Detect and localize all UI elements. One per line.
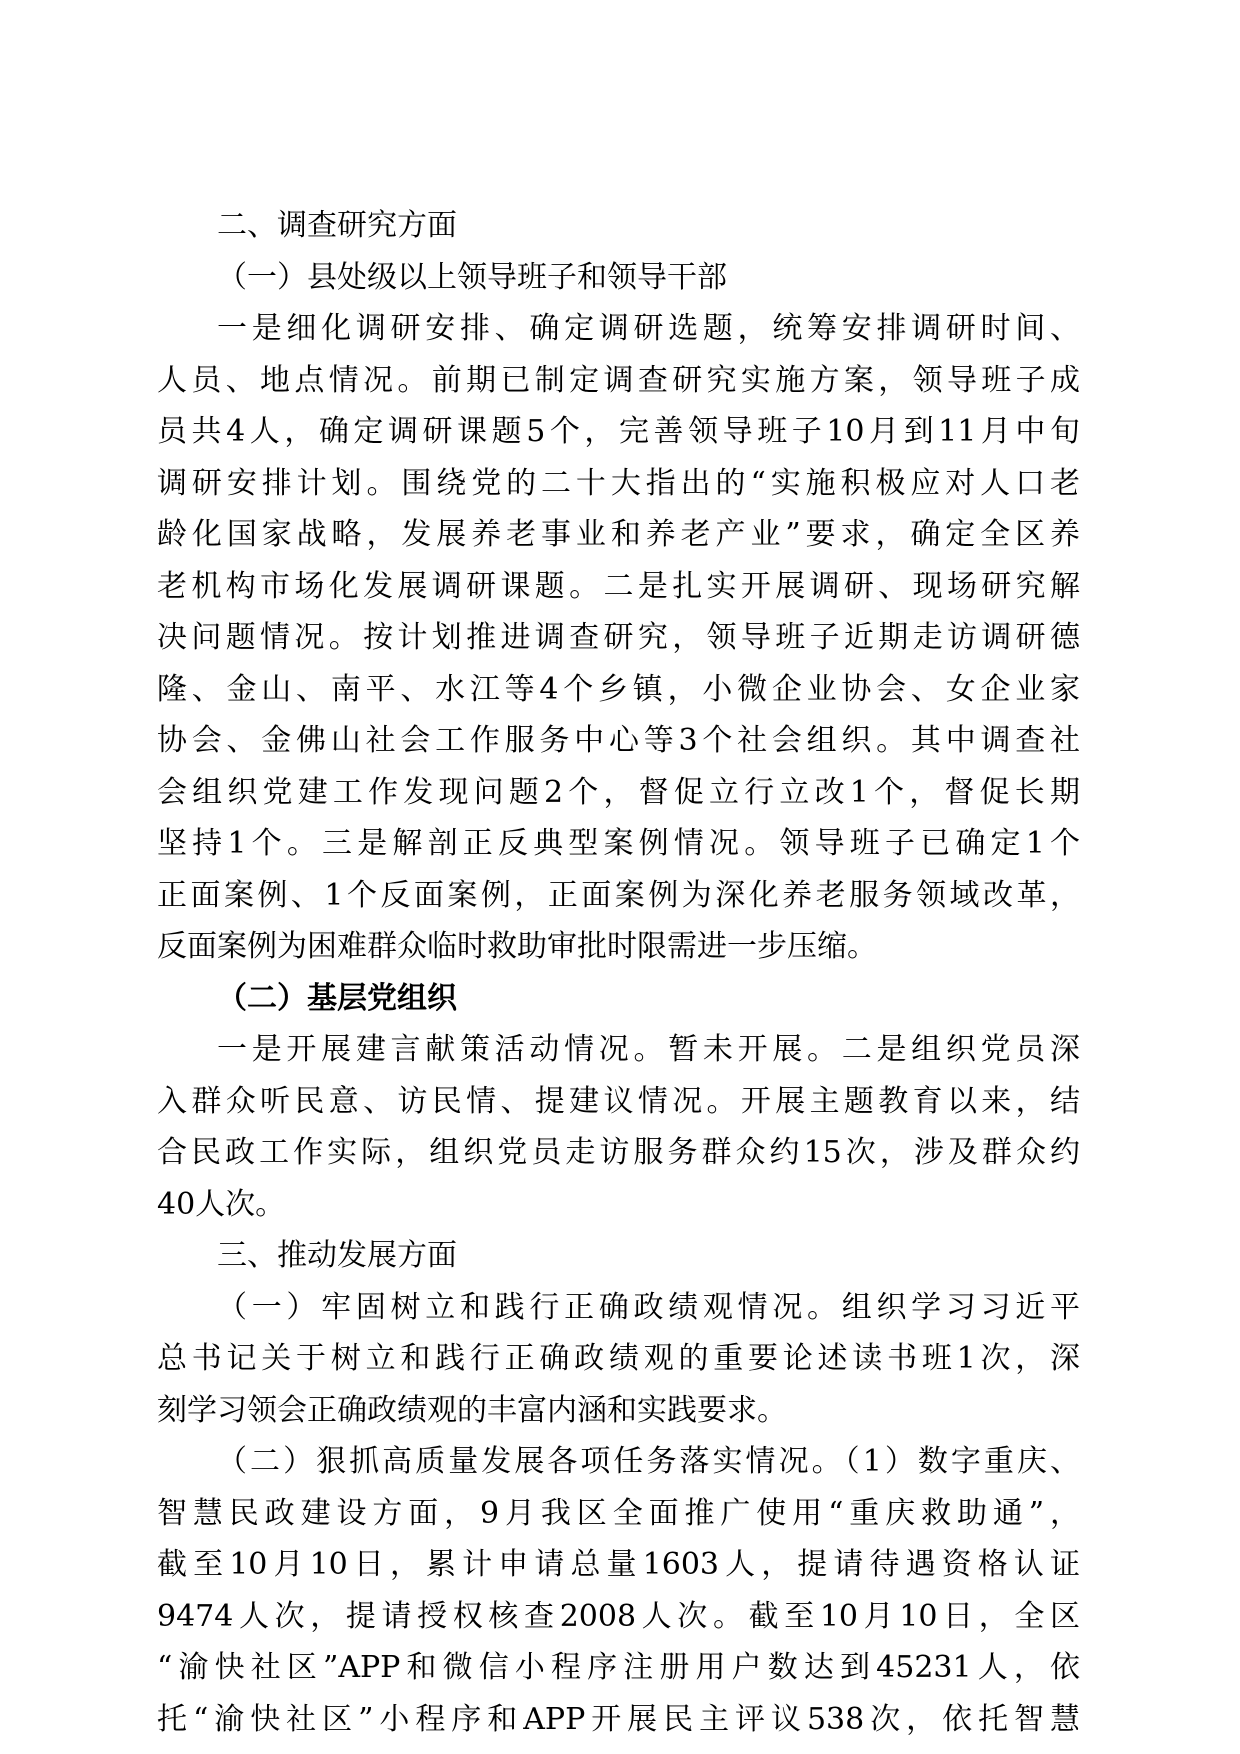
text-line: 坚持1个。三是解剖正反典型案例情况。领导班子已确定1个 (157, 826, 1080, 861)
text-line: 老机构市场化发展调研课题。二是扎实开展调研、现场研究解 (157, 568, 1080, 604)
text-line: 二、调查研究方面 (217, 208, 457, 243)
text-line: 一是细化调研安排、确定调研选题，统筹安排调研时间、 (217, 311, 1080, 346)
text-line: 调研安排计划。围绕党的二十大指出的“实施积极应对人口老 (157, 465, 1080, 501)
text-line: 人员、地点情况。前期已制定调查研究实施方案，领导班子成 (157, 362, 1080, 398)
text-line: 龄化国家战略，发展养老事业和养老产业”要求，确定全区养 (157, 517, 1080, 552)
text-line: 协会、金佛山社会工作服务中心等3个社会组织。其中调查社 (157, 723, 1080, 758)
text-line: 刻学习领会正确政绩观的丰富内涵和实践要求。 (157, 1392, 787, 1428)
text-line: 隆、金山、南平、水江等4个乡镇，小微企业协会、女企业家 (157, 671, 1080, 707)
text-line: 一是开展建言献策活动情况。暂未开展。二是组织党员深 (217, 1032, 1080, 1067)
text-line: 三、推动发展方面 (217, 1238, 457, 1273)
text-line: 员共4人，确定调研课题5个，完善领导班子10月到11月中旬 (157, 414, 1080, 449)
document-page (157, 200, 1080, 1745)
text-line: （二）基层党组织 (217, 980, 457, 1016)
text-line: 入群众听民意、访民情、提建议情况。开展主题教育以来，结 (157, 1083, 1080, 1119)
text-line: 会组织党建工作发现问题2个，督促立行立改1个，督促长期 (157, 774, 1080, 810)
text-line: （二）狠抓高质量发展各项任务落实情况。（1）数字重庆、 (217, 1444, 1080, 1479)
text-line: 总书记关于树立和践行正确政绩观的重要论述读书班1次，深 (157, 1341, 1080, 1376)
text-line: 反面案例为困难群众临时救助审批时限需进一步压缩。 (157, 929, 877, 964)
text-line: 智慧民政建设方面，9月我区全面推广使用“重庆救助通”， (157, 1495, 1080, 1531)
text-line: 决问题情况。按计划推进调查研究，领导班子近期走访调研德 (157, 620, 1080, 655)
text-line: 40人次。 (157, 1186, 286, 1222)
text-line: 合民政工作实际，组织党员走访服务群众约15次，涉及群众约 (157, 1135, 1080, 1170)
text-line: 托“渝快社区”小程序和APP开展民主评议538次，依托智慧 (157, 1701, 1080, 1737)
text-line: “渝快社区”APP和微信小程序注册用户数达到45231人，依 (157, 1650, 1080, 1685)
text-line: 9474人次，提请授权核查2008人次。截至10月10日，全区 (157, 1598, 1080, 1634)
text-line: 正面案例、1个反面案例，正面案例为深化养老服务领域改革， (157, 877, 1080, 913)
text-line: （一）县处级以上领导班子和领导干部 (217, 259, 727, 295)
text-line: （一）牢固树立和践行正确政绩观情况。组织学习习近平 (217, 1289, 1080, 1325)
text-line: 截至10月10日，累计申请总量1603人，提请待遇资格认证 (157, 1547, 1080, 1582)
